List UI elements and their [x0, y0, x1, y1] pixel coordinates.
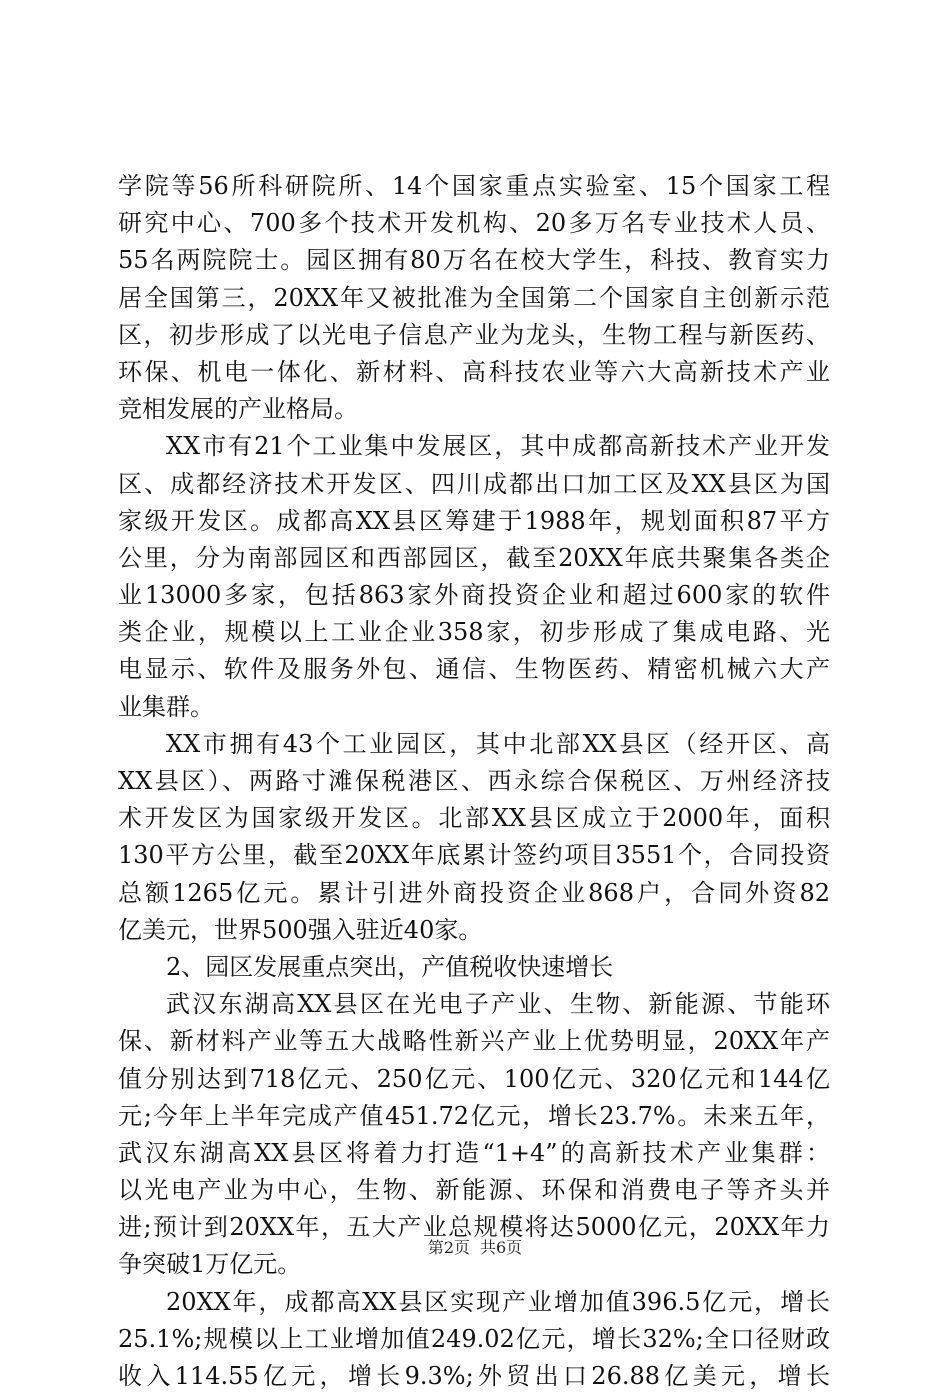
paragraph-line: 25.1%;规模以上工业增加值249.02亿元，增长32%;全口径财政	[118, 1324, 830, 1353]
paragraph	[118, 1284, 830, 1395]
paragraph-line: 亿美元，世界500强入驻近40家。	[118, 915, 483, 944]
paragraph-line: 2、园区发展重点突出，产值税收快速增长	[166, 952, 614, 981]
paragraph-line: 争突破1万亿元。	[118, 1250, 302, 1279]
paragraph-line: XX县区）、两路寸滩保税港区、西永综合保税区、万州经济技	[118, 767, 830, 795]
paragraph-line: 进;预计到20XX年，五大产业总规模将达5000亿元，20XX年力	[118, 1213, 830, 1242]
paragraph-line: XX市拥有43个工业园区，其中北部XX县区（经开区、高	[166, 729, 830, 758]
paragraph-line: 130平方公里，截至20XX年底累计签约项目3551个，合同投资	[118, 841, 830, 870]
paragraph-line: 区、成都经济技术开发区、四川成都出口加工区及XX县区为国	[118, 469, 830, 498]
paragraph-line: 业集群。	[118, 692, 214, 721]
paragraph	[118, 168, 830, 428]
paragraph-line: 55名两院院士。园区拥有80万名在校大学生，科技、教育实力	[118, 246, 830, 275]
paragraph-line: 20XX年，成都高XX县区实现产业增加值396.5亿元，增长	[166, 1287, 830, 1316]
paragraph-line: 家级开发区。成都高XX县区筹建于1988年，规划面积87平方	[118, 506, 830, 535]
paragraph-line: 居全国第三，20XX年又被批准为全国第二个国家自主创新示范	[118, 283, 830, 312]
paragraph-line: 元;今年上半年完成产值451.72亿元，增长23.7%。未来五年，	[118, 1101, 830, 1130]
page-total: 共6页	[480, 1238, 523, 1257]
paragraph-line: 业13000多家，包括863家外商投资企业和超过600家的软件	[118, 581, 830, 610]
paragraph-line: 收入114.55亿元，增长9.3%;外贸出口26.88亿美元，增长	[118, 1362, 830, 1390]
paragraph-line: 竞相发展的产业格局。	[118, 395, 358, 424]
paragraph-line: XX市有21个工业集中发展区，其中成都高新技术产业开发	[166, 432, 830, 461]
paragraph-line: 公里，分为南部园区和西部园区，截至20XX年底共聚集各类企	[118, 543, 830, 572]
paragraph-line: 总额1265亿元。累计引进外商投资企业868户，合同外资82	[118, 878, 830, 907]
paragraph-line: 类企业，规模以上工业企业358家，初步形成了集成电路、光	[118, 618, 830, 647]
page-footer	[0, 1238, 950, 1258]
paragraph-line: 环保、机电一体化、新材料、高科技农业等六大高新技术产业	[118, 357, 830, 386]
paragraph-line: 电显示、软件及服务外包、通信、生物医药、精密机械六大产	[118, 655, 830, 684]
body-text	[118, 168, 830, 1395]
paragraph-line: 以光电产业为中心，生物、新能源、环保和消费电子等齐头并	[118, 1176, 830, 1205]
paragraph	[118, 428, 830, 726]
paragraph-line: 学院等56所科研院所、14个国家重点实验室、15个国家工程	[118, 172, 830, 200]
paragraph-line: 区，初步形成了以光电子信息产业为龙头，生物工程与新医药、	[118, 320, 830, 349]
paragraph	[118, 949, 830, 986]
paragraph-line: 值分别达到718亿元、250亿元、100亿元、320亿元和144亿	[118, 1064, 830, 1093]
page-number: 第2页	[427, 1238, 470, 1257]
paragraph-line: 保、新材料产业等五大战略性新兴产业上优势明显，20XX年产	[118, 1027, 830, 1056]
paragraph-line: 武汉东湖高XX县区在光电子产业、生物、新能源、节能环	[166, 990, 830, 1019]
paragraph-line: 研究中心、700多个技术开发机构、20多万名专业技术人员、	[118, 209, 830, 238]
paragraph	[118, 726, 830, 949]
paragraph-line: 武汉东湖高XX县区将着力打造“1+4”的高新技术产业集群：	[118, 1138, 830, 1167]
paragraph-line: 术开发区为国家级开发区。北部XX县区成立于2000年，面积	[118, 804, 830, 833]
